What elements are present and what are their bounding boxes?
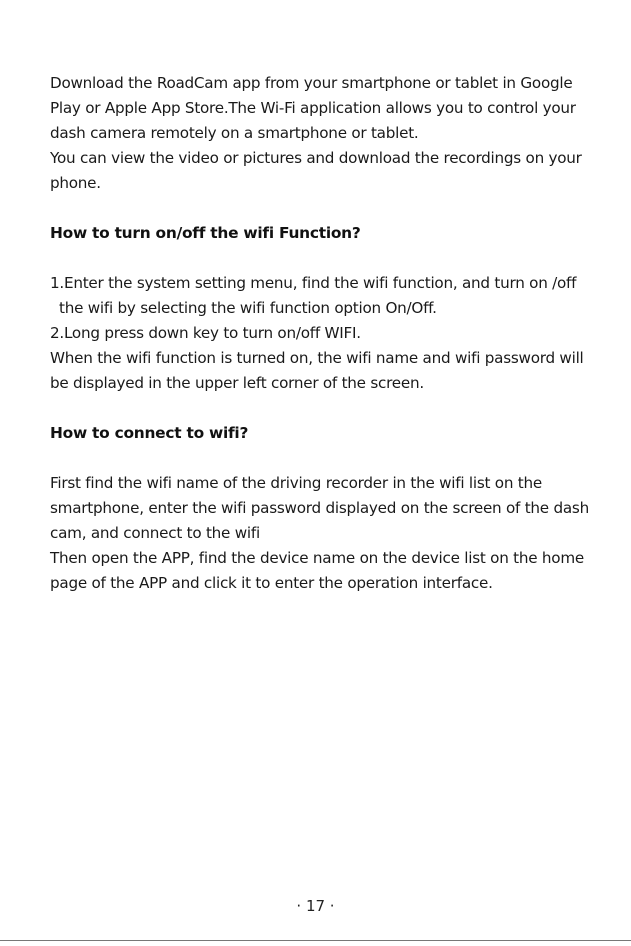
wifi-connect-line: Then open the APP, find the device name on the device list on the home xyxy=(50,549,584,567)
wifi-toggle-line: 2.Long press down key to turn on/off WIFI. xyxy=(50,324,361,342)
section-heading-wifi-connect: How to connect to wifi? xyxy=(50,424,249,442)
wifi-toggle-line: the wifi by selecting the wifi function option On/Off. xyxy=(59,299,437,317)
wifi-connect-line: page of the APP and click it to enter the operation interface. xyxy=(50,574,493,592)
spacer xyxy=(50,196,610,221)
wifi-toggle-line: 1.Enter the system setting menu, find the wifi function, and turn on /off xyxy=(50,274,577,292)
page-number: · 17 · xyxy=(296,897,335,915)
bottom-divider xyxy=(0,940,631,941)
spacer xyxy=(50,396,610,421)
wifi-connect-paragraph xyxy=(50,471,610,596)
intro-line: Download the RoadCam app from your smartphone or tablet in Google xyxy=(50,74,573,92)
section-heading-wifi-toggle: How to turn on/off the wifi Function? xyxy=(50,224,361,242)
wifi-connect-line: cam, and connect to the wifi xyxy=(50,524,260,542)
wifi-toggle-line: When the wifi function is turned on, the wifi name and wifi password will xyxy=(50,349,584,367)
intro-line: Play or Apple App Store.The Wi-Fi application allows you to control your xyxy=(50,99,576,117)
wifi-toggle-paragraph xyxy=(50,271,610,396)
wifi-connect-line: smartphone, enter the wifi password displayed on the screen of the dash xyxy=(50,499,589,517)
intro-line: phone. xyxy=(50,174,101,192)
manual-page-content xyxy=(50,71,610,596)
wifi-toggle-line: be displayed in the upper left corner of the screen. xyxy=(50,374,424,392)
intro-line: dash camera remotely on a smartphone or tablet. xyxy=(50,124,419,142)
spacer xyxy=(50,446,610,471)
wifi-connect-line: First find the wifi name of the driving recorder in the wifi list on the xyxy=(50,474,542,492)
intro-line: You can view the video or pictures and download the recordings on your xyxy=(50,149,582,167)
intro-paragraph xyxy=(50,71,610,196)
spacer xyxy=(50,246,610,271)
